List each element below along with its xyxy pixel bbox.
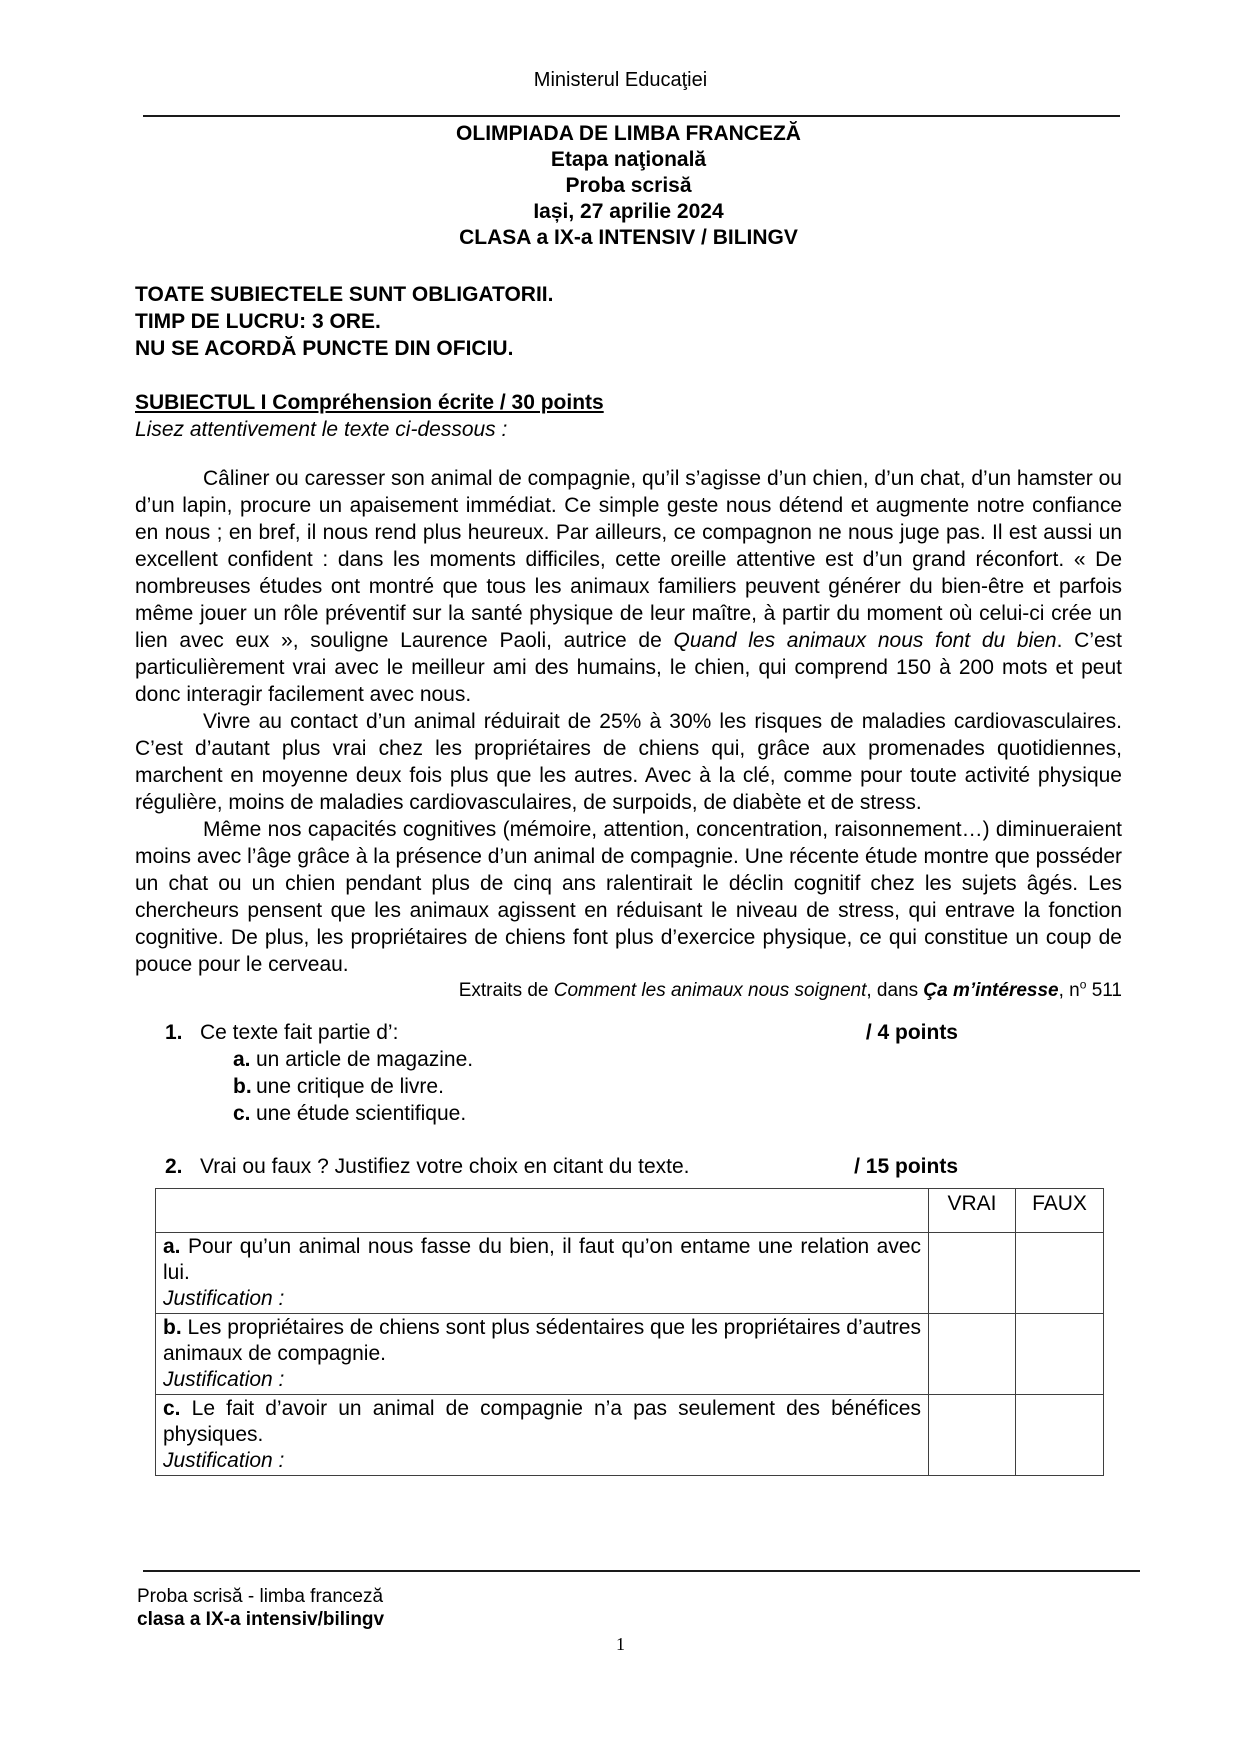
question-2-text: Vrai ou faux ? Justifiez votre choix en citant du texte. <box>200 1155 690 1178</box>
title-line-olympiad: OLIMPIADA DE LIMBA FRANCEZĂ <box>456 122 801 145</box>
option-c-letter: c. <box>233 1102 251 1125</box>
question-1-number: 1. <box>165 1021 183 1044</box>
footer-test-name: Proba scrisă - limba franceză <box>137 1586 384 1607</box>
option-c-text: une étude scientifique. <box>256 1102 467 1125</box>
question-2-points: / 15 points <box>854 1155 958 1178</box>
vrai-answer-cell-a <box>929 1233 1016 1314</box>
source-prefix: Extraits de <box>458 980 554 1001</box>
question-2 <box>135 1153 1122 1180</box>
notice-time: TIMP DE LUCRU: 3 ORE. <box>135 310 381 333</box>
question-1-text: Ce texte fait partie d’: <box>200 1021 399 1044</box>
statement-c-letter: c. <box>163 1397 181 1420</box>
faux-answer-cell-b <box>1016 1314 1104 1395</box>
source-middle: , dans <box>866 980 924 1001</box>
table-header-empty-cell <box>156 1189 929 1233</box>
question-1-option-b <box>135 1073 1122 1100</box>
justification-label-b: Justification : <box>163 1368 285 1391</box>
statement-cell-a <box>156 1233 929 1314</box>
question-1-option-c <box>135 1100 1122 1127</box>
source-attribution <box>135 979 1122 1003</box>
statement-cell-c <box>156 1395 929 1476</box>
faux-answer-cell-a <box>1016 1233 1104 1314</box>
source-magazine-title: Ça m’intéresse <box>923 980 1059 1001</box>
table-header-row <box>156 1189 1104 1233</box>
title-line-test: Proba scrisă <box>565 174 692 197</box>
title-line-stage: Etapa naţională <box>550 148 707 171</box>
table-row-a <box>156 1233 1104 1314</box>
question-1 <box>135 1019 1122 1046</box>
question-2-number: 2. <box>165 1155 183 1178</box>
question-1-points: / 4 points <box>865 1021 958 1044</box>
statement-b-text: Les propriétaires de chiens sont plus sédentaires que les propriétaires d’autres animaux de compagnie. <box>163 1316 921 1365</box>
source-issue-prefix: , n <box>1058 980 1080 1001</box>
source-article-title: Comment les animaux nous soignent <box>553 980 867 1001</box>
title-line-class: CLASA a IX-a INTENSIV / BILINGV <box>459 226 798 249</box>
footer <box>137 1585 384 1631</box>
vrai-answer-cell-b <box>929 1314 1016 1395</box>
option-b-letter: b. <box>233 1075 252 1098</box>
paragraph-3: Même nos capacités cognitives (mémoire, attention, concentration, raisonnement…) diminueraient moins avec l’âge grâce à la présence d’un animal de compagnie. Une récente étude montre que posséder un chat ou un chien pendant plus de cinq ans ralentirait le déclin cognitif chez les sujets âgés. Les chercheurs pensent que les animaux agissent en réduisant le niveau de stress, qui entrave la fonction cognitive. De plus, les propriétaires de chiens font plus d’exercice physique, ce qui constitue un coup de pouce pour le cerveau. <box>135 818 1122 976</box>
notice-mandatory: TOATE SUBIECTELE SUNT OBLIGATORII. <box>135 283 554 306</box>
vrai-answer-cell-c <box>929 1395 1016 1476</box>
notice-points: NU SE ACORDĂ PUNCTE DIN OFICIU. <box>135 337 514 360</box>
document-body <box>0 121 1241 1476</box>
footer-rule <box>143 1570 1140 1572</box>
ministry-header: Ministerul Educaţiei <box>533 69 708 91</box>
table-header-vrai: VRAI <box>929 1189 1016 1233</box>
faux-answer-cell-c <box>1016 1395 1104 1476</box>
book-title: Quand les animaux nous font du bien <box>673 629 1057 652</box>
statement-a-letter: a. <box>163 1235 181 1258</box>
justification-label-c: Justification : <box>163 1449 285 1472</box>
exam-notices <box>135 281 1122 362</box>
header-rule <box>143 115 1120 117</box>
statement-cell-b <box>156 1314 929 1395</box>
paragraph-1 <box>135 465 1122 708</box>
justification-label-a: Justification : <box>163 1287 285 1310</box>
source-issue-number: 511 <box>1086 980 1122 1001</box>
title-line-date: Iași, 27 aprilie 2024 <box>533 200 724 223</box>
option-a-text: un article de magazine. <box>256 1048 474 1071</box>
paragraph-2: Vivre au contact d’un animal réduirait de 25% à 30% les risques de maladies cardiovasculaires. C’est d’autant plus vrai chez les propriétaires de chiens qui, grâce aux promenades quotidiennes, marchent en moyenne deux fois plus que les autres. Avec à la clé, comme pour toute activité physique régulière, moins de maladies cardiovasculaires, de surpoids, de diabète et de stress. <box>135 710 1122 814</box>
source-issue-sup: o <box>1079 977 1087 992</box>
statement-c-text: Le fait d’avoir un animal de compagnie n’a pas seulement des bénéfices physiques. <box>163 1397 921 1446</box>
title-block <box>135 121 1122 251</box>
section1-heading-text: SUBIECTUL I Compréhension écrite / 30 points <box>135 391 604 414</box>
statement-b-letter: b. <box>163 1316 182 1339</box>
section1-heading <box>135 389 1122 416</box>
footer-class-name: clasa a IX-a intensiv/bilingv <box>137 1609 385 1630</box>
table-header-faux: FAUX <box>1016 1189 1104 1233</box>
paragraph-1-text-after: . C’est particulièrement vrai avec le meilleur ami des humains, le chien, qui comprend 150 à 200 mots et peut donc interagir facilement avec nous. <box>135 629 1123 706</box>
option-b-text: une critique de livre. <box>256 1075 444 1098</box>
vrai-faux-table <box>155 1188 1104 1476</box>
question-1-option-a <box>135 1046 1122 1073</box>
paragraph-1-text-before: Câliner ou caresser son animal de compagnie, qu’il s’agisse d’un chien, d’un chat, d’un hamster ou d’un lapin, procure un apaisement immédiat. Ce simple geste nous détend et augmente notre confiance en nous ; en bref, il nous rend plus heureux. Par ailleurs, ce compagnon ne nous juge pas. Il est aussi un excellent confident : dans les moments difficiles, cette oreille attentive est d’un grand réconfort. « De nombreuses études ont montré que tous les animaux familiers peuvent générer du bien-être et parfois même jouer un rôle préventif sur la santé physique de leur maître, à partir du moment où celui-ci crée un lien avec eux », souligne Laurence Paoli, autrice de <box>135 467 1122 652</box>
statement-a-text: Pour qu’un animal nous fasse du bien, il faut qu’on entame une relation avec lui. <box>163 1235 921 1284</box>
table-row-c <box>156 1395 1104 1476</box>
table-row-b <box>156 1314 1104 1395</box>
option-a-letter: a. <box>233 1048 251 1071</box>
section1-instruction: Lisez attentivement le texte ci-dessous : <box>135 418 508 441</box>
page-number: 1 <box>616 1634 625 1654</box>
